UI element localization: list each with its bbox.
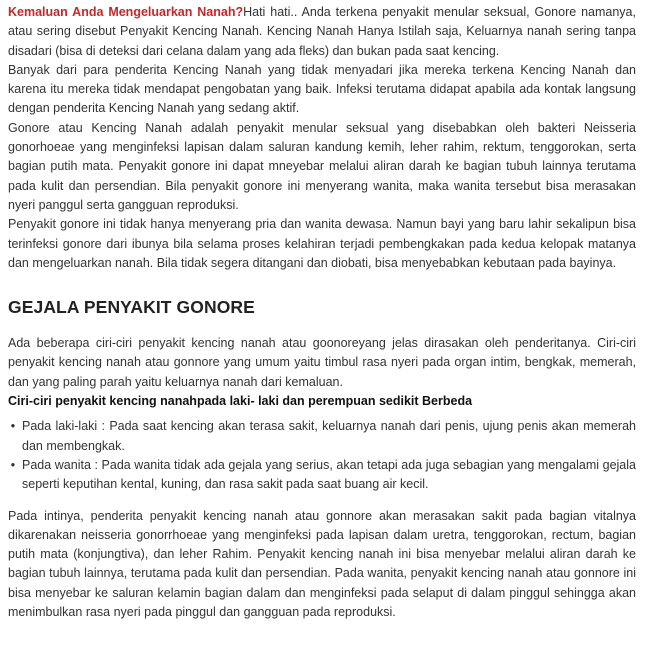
symptom-list xyxy=(8,417,636,494)
bullet-icon: • xyxy=(10,457,16,472)
intro-paragraph-3: Gonore atau Kencing Nanah adalah penyakit menular seksual yang disebabkan oleh bakteri Neisseria gonorhoeae yang menginfeksi lapisan dalam saluran kandung kemih, leher rahim, rektum, tenggorokan, serta bagian putih mata. Penyakit gonore ini dapat mneyebar melalui aliran darah ke bagian tubuh lainnya terutama pada kulit dan persendian. Bila penyakit gonore ini menyerang wanita, maka wanita tersebut bisa merasakan nyeri panggul serta gangguan reproduksi. xyxy=(8,120,636,212)
section-paragraph-1: Ada beberapa ciri-ciri penyakit kencing nanah atau goonoreyang jelas dirasakan oleh penderitanya. Ciri-ciri penyakit kencing nanah atau gonnore yang umum yaitu timbul rasa nyeri pada organ intim, bengkak, memerah, dan yang paling parah yaitu keluarnya nanah dari kemaluan. xyxy=(8,336,636,389)
section-paragraph-2: Pada intinya, penderita penyakit kencing nanah atau gonnore akan merasakan sakit pada bagian vitalnya dikarenakan neisseria gonorrhoeae yang menginfeksi pada lapisan dalam uretra, tenggorokan, rectum, bagian putih mata (konjungtiva), dan leher Rahim. Penyakit kencing nanah ini bisa menyebar melalui aliran darah ke bagian tubuh lainnya, terutama pada kulit dan persendian. Pada wanita, penyakit kencing nanah atau gonnore ini bisa menyebar ke saluran kelamin bagian dalam dan menginfeksi pada selaput di dalam pinggul sehingga akan menimbulkan rasa nyeri pada pinggul dan gangguan pada reproduksi. xyxy=(8,508,636,620)
section-subheading: Ciri-ciri penyakit kencing nanahpada laki- laki dan perempuan sedikit Berbeda xyxy=(8,394,473,409)
bullet-icon: • xyxy=(10,419,16,434)
list-item xyxy=(10,417,636,456)
section-heading: GEJALA PENYAKIT GONORE xyxy=(8,297,255,318)
lead-question: Kemaluan Anda Mengeluarkan Nanah? xyxy=(8,5,244,19)
intro-paragraph-1 xyxy=(8,3,636,61)
list-item-text: Pada laki-laki : Pada saat kencing akan terasa sakit, keluarnya nanah dari penis, ujung penis akan memerah dan membengkak. xyxy=(22,419,636,453)
intro-paragraph-4: Penyakit gonore ini tidak hanya menyerang pria dan wanita dewasa. Namun bayi yang baru lahir sekalipun bisa terinfeksi gonore dari ibunya bila selama proses kelahiran terjadi pembengkakan pada kedua kelopak matanya dan mengeluarkan nanah. Bila tidak segera ditangani dan diobati, bisa menyebabkan kebutaan pada bayinya. xyxy=(8,217,636,270)
article xyxy=(8,0,636,622)
intro-paragraph-2: Banyak dari para penderita Kencing Nanah yang tidak menyadari jika mereka terkena Kencing Nanah dan karena itu mereka tidak mendapat pengobatan yang baik. Infeksi terutama didapat apabila ada kontak langsung dengan penderita Kencing Nanah yang sedang aktif. xyxy=(8,62,636,116)
list-item xyxy=(10,456,636,495)
list-item-text: Pada wanita : Pada wanita tidak ada gejala yang serius, akan tetapi ada juga sebagian yang mengalami gejala seperti keputihan kental, kuning, dan rasa sakit pada saat buang air kecil. xyxy=(22,457,636,492)
intro-paragraph-1-text: Hati hati.. Anda terkena penyakit menular seksual, Gonore namanya, atau sering disebut Penyakit Kencing Nanah. Kencing Nanah Hanya Istilah saja, Keluarnya nanah sering tanpa disadari (bisa di deteksi dari celana dalam yang ada fleks) dan bukan pada saat kencing. xyxy=(8,5,636,58)
